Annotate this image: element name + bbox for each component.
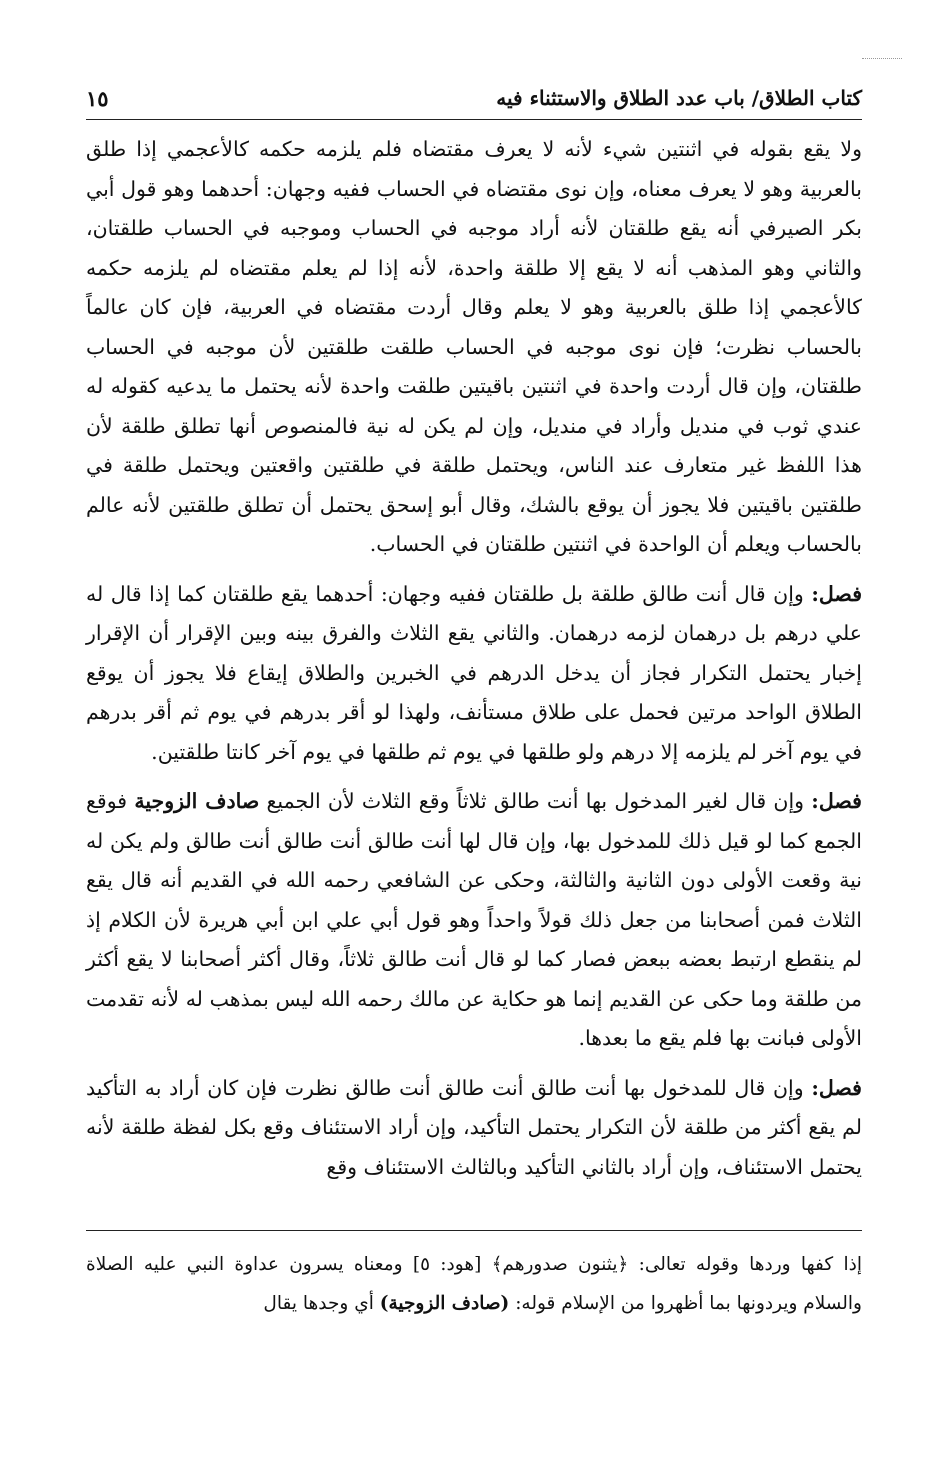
corner-dotted-mark (862, 58, 902, 60)
footnote-text-b: أي وجدها يقال (263, 1293, 374, 1314)
paragraph-3-text-a: وإن قال لغير المدخول بها أنت طالق ثلاثاً وقع الثلاث لأن الجميع (266, 789, 805, 813)
main-text (86, 130, 862, 1197)
bold-term: صادف الزوجية (134, 789, 260, 813)
page-header (86, 80, 862, 116)
section-label: فصل: (811, 1075, 862, 1100)
book-page (86, 0, 862, 1477)
paragraph-3-text-b: فوقع الجمع كما لو قيل ذلك للمدخول بها، وإن قال لها أنت طالق أنت طالق أنت طالق ولم يكن له نية وقعت الأولى دون الثانية والثالثة، وحكى عن الشافعي رحمه الله في القديم أنه قال يقع الثلاث فمن أصحابنا من جعل ذلك قولاً واحداً وهو قول أبي علي ابن أبي هريرة لأن الكلام إذ لم ينقطع ارتبط بعضه ببعض فصار كما لو قال أنت طالق ثلاثاً، وقال أكثر أصحابنا لا يقع أكثر من طلقة وما حكى عن القديم إنما هو حكاية عن مالك رحمه الله ليس بمذهب له لأنه تقدمت الأولى فبانت بها فلم يقع ما بعدها. (86, 789, 862, 1050)
section-label: فصل: (811, 581, 862, 606)
page-number: ١٥ (86, 85, 109, 111)
paragraph-4 (86, 1069, 862, 1188)
footnote (86, 1245, 862, 1323)
header-rule (86, 119, 862, 120)
paragraph-3 (86, 782, 862, 1059)
footnote-rule (86, 1230, 862, 1231)
paragraph-2 (86, 575, 862, 773)
footnote-text (86, 1245, 862, 1323)
running-title: كتاب الطلاق/ باب عدد الطلاق والاستثناء فيه (496, 86, 862, 110)
paragraph-2-text: وإن قال أنت طالق طلقة بل طلقتان ففيه وجهان: أحدهما يقع طلقتان كما إذا قال له علي درهم بل درهمان لزمه درهمان. والثاني يقع الثلاث والفرق بينه وبين الإقرار أن الإقرار إخبار يحتمل التكرار فجاز أن يدخل الدرهم في الخبرين والطلاق إيقاع فلا يجوز أن يوقع الطلاق الواحد مرتين فحمل على طلاق مستأنف، ولهذا لو أقر بدرهم في يوم ثم أقر بدرهم في يوم آخر لم يلزمه إلا درهم ولو طلقها في يوم ثم طلقها في يوم آخر كانتا طلقتين. (86, 581, 862, 764)
paragraph-4-text: وإن قال للمدخول بها أنت طالق أنت طالق أنت طالق نظرت فإن كان أراد به التأكيد لم يقع أكثر من طلقة لأن التكرار يحتمل التأكيد، وإن أراد الاستئناف وقع بكل لفظة طلقة لأنه يحتمل الاستئناف، وإن أراد بالثاني التأكيد وبالثالث الاستئناف وقع (86, 1075, 862, 1179)
paragraph-1: ولا يقع بقوله في اثنتين شيء لأنه لا يعرف مقتضاه فلم يلزمه حكمه كالأعجمي إذا طلق بالعربية وهو لا يعرف معناه، وإن نوى مقتضاه في الحساب ففيه وجهان: أحدهما وهو قول أبي بكر الصيرفي أنه يقع طلقتان لأنه أراد موجبه في الحساب وموجبه في الحساب طلقتان، والثاني وهو المذهب أنه لا يقع إلا طلقة واحدة، لأنه إذا لم يعلم مقتضاه لم يلزمه حكمه كالأعجمي إذا طلق بالعربية وهو لا يعلم وقال أردت مقتضاه في العربية، فإن كان عالماً بالحساب نظرت؛ فإن نوى موجبه في الحساب طلقت طلقتين لأن موجبه في الحساب طلقتان، وإن قال أردت واحدة في اثنتين باقيتين طلقت واحدة لأنه يحتمل ما يدعيه كقوله له عندي ثوب في منديل وأراد في منديل، وإن لم يكن له نية فالمنصوص أنها تطلق طلقة لأن هذا اللفظ غير متعارف عند الناس، ويحتمل طلقة في طلقتين واقعتين ويحتمل طلقة في طلقتين باقيتين فلا يجوز أن يوقع بالشك، وقال أبو إسحق يحتمل أن تطلق طلقتين لأنه عالم بالحساب ويعلم أن الواحدة في اثنتين طلقتان في الحساب. (86, 137, 862, 556)
footnote-term: (صادف الزوجية) (379, 1293, 510, 1314)
footnote-text-a: إذا كفها وردها وقوله تعالى: ﴿يثنون صدورهم﴾ [هود: ٥] ومعناه يسرون عداوة النبي عليه الصلاة والسلام ويردونها بما أظهروا من الإسلام قوله: (86, 1254, 863, 1314)
section-label: فصل: (811, 789, 862, 813)
